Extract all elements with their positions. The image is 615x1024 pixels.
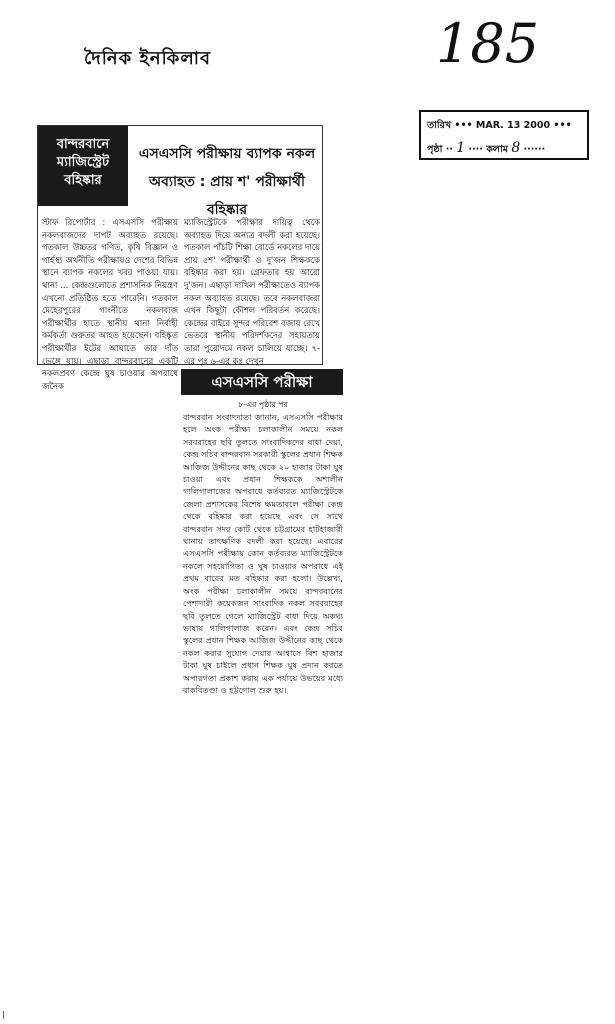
news-clipping-continuation [181,369,347,699]
headline-line-1: এসএসসি পরীক্ষায় ব্যাপক নকল [138,146,316,162]
stamp-column-label: কলাম [486,144,508,155]
stamp-date-row: তারিখ ••• MAR. 13 2000 ••• [427,120,572,131]
news-clipping-main [37,125,323,391]
newspaper-masthead: দৈনিক ইনকিলাব [84,48,211,69]
badge-line: বান্দরবানে [56,137,110,152]
stamp-page-label: পৃষ্ঠা [427,144,443,155]
section-badge [38,126,128,206]
stamp-date-value: MAR. 13 2000 [475,120,551,131]
stamp-date-label: তারিখ [427,120,452,131]
continuation-note: ৮-এর পৃষ্ঠার পর [238,400,288,409]
continuation-headline: এসএসসি পরীক্ষা [181,369,343,395]
article-column-1: স্টাফ রিপোর্টার : এসএসসি পরীক্ষায় নকলবাজদের দাপট অব্যাহত রয়েছে। গতকাল উচ্চতর গণিত, কৃষি বিজ্ঞান ও গার্হস্থ্য অর্থনীতি পরীক্ষায়ও দেশের বিভিন্ন স্থানে ব্যাপক নকলের খবর পাওয়া যায়। থানা ... কেন্দ্রগুলোতে প্রশাসনিক নিয়ন্ত্রণ এখনো প্রতিষ্ঠিত হতে পারেনি। গতকাল মেহেরপুরের গাংনীতে নকলবাজ পরীক্ষার্থীর হাতে স্থানীয় থানা নির্বাহী কর্মকর্তা গুরুতর আহত হয়েছেন। বহিষ্কৃত পরীক্ষার্থীর ইটের আঘাতে তার দাঁত ভেঙ্গে যায়। এছাড়া বান্দরবানের একটি নকলপ্রবণ কেন্দ্রে ঘুষ চাওয়ার অপরাধে জনৈক [42,217,178,391]
handwritten-page-number: 185 [436,12,540,75]
main-headline [134,140,320,224]
date-stamp [419,110,589,160]
headline-line-2: অব্যাহত : প্রায় শ' পরীক্ষার্থী বহিষ্কার [149,174,305,218]
badge-line: বহিষ্কার [64,173,102,188]
stamp-page-value: 1 [456,140,466,156]
continuation-body: বান্দরবান সংবাদদাতা জানান, এসএসসি পরীক্ষার হলে অংক পরীক্ষা চলাকালীন সময়ে নকল সরবরাহের ছবি তুলতে সাংবাদিকদের বাধা দেয়া, কেন্দ্র সচিব বান্দরবান সরকারী স্কুলের প্রধান শিক্ষক আজিজ উদ্দীনের কাছ থেকে ২০ হাজার টাকা ঘুষ চাওয়া এবং প্রধান শিক্ষককে অশালীন গালিগালাজের অপরাধে কর্তব্যরত ম্যাজিস্ট্রেটকে জেলা প্রশাসকের বিশেষ ক্ষমতাবলে পরীক্ষা কেন্দ্র থেকে বহিষ্কার করা হয়েছে এবং সে সাথে বান্দরবান সদর কোর্ট থেকে চট্টগ্রামের হাটহাজারী থানায় তাৎক্ষণিক বদলী করা হয়েছে। এবারের এসএসসি পরীক্ষায় কোন কর্তব্যরত ম্যাজিস্ট্রেটকে নকলে সহযোগিতা ও ঘুষ চাওয়ার অপরাধে এই প্রথম বারের মত বহিষ্কার করা হলো। উল্লেখ্য, অংক পরীক্ষা চলাকালীন সময়ে বান্দরবানের পেশাদারী কয়েকজন সাংবাদিক নকল সরবরাহের ছবি তুলতে গেলে ম্যাজিস্ট্রেট বাধা দিয়ে অকথ্য ভাষায় গালিগালাজ করেন। এবং কেন্দ্র সচিব স্কুলের প্রধান শিক্ষক আজিজ উদ্দীনের কাছ থেকে নকল করার সুযোগ দেয়ার আশ্বাসে বিশ হাজার টাকা ঘুষ চাইলে প্রধান শিক্ষক ঘুষ প্রদান করতে অপারগতা প্রকাশ করায় এক পর্যায়ে উভয়ের মধ্যে বাকবিতণ্ডা ও হট্টগোল শুরু হয়। [183,412,344,695]
article-column-2: ম্যাজিস্ট্রেটকে পরীক্ষার দায়িত্ব থেকে অব্যাহত দিয়ে অন্যত্র বদলী করা হয়েছে। গতকাল পাঁচটি শিক্ষা বোর্ডে নকলের দায়ে প্রায় ৫শ' পরীক্ষার্থী ও দু'জন শিক্ষককে বহিষ্কার করা হয়। গ্রেফতার হয় আরো দু'জন। এছাড়া দাখিল পরীক্ষাতেও ব্যাপক নকল অব্যাহত রয়েছে। তবে নকলবাজরা এখন কিছুটা কৌশল পরিবর্তন করেছে। কেন্দ্রের বাইরে সুন্দর পরিবেশ বজায় রেখে ভেতরে স্থানীয় পরিদর্শকদের সহায়তায় তারা পুরোদমে নকল চালিয়ে যাচ্ছে। ৭-এর পৃঃ ৬-এর কঃ দেখুন [184,217,320,366]
stamp-page-row: পৃষ্ঠা ·· 1 ···· কলাম 8 ······ [427,140,546,156]
edge-mark: | [2,1010,5,1019]
stamp-column-value: 8 [511,140,521,156]
badge-line: ম্যাজিস্ট্রেট [56,155,110,170]
